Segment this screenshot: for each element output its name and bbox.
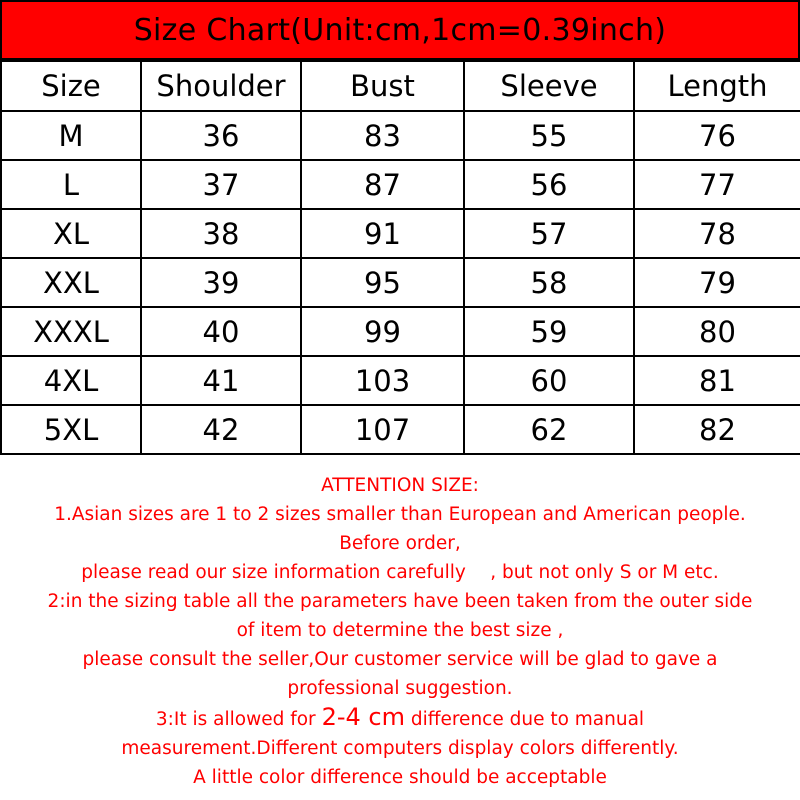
cell-shoulder: 36: [141, 111, 301, 160]
cell-length: 82: [634, 405, 800, 454]
cell-bust: 99: [301, 307, 464, 356]
cell-bust: 91: [301, 209, 464, 258]
note-line: A little color difference should be acceptable: [193, 767, 607, 788]
note-line: please read our size information carefully , but not only S or M etc.: [81, 562, 719, 583]
cell-size: M: [1, 111, 141, 160]
cell-length: 76: [634, 111, 800, 160]
size-table: [0, 60, 800, 455]
cell-length: 79: [634, 258, 800, 307]
note-line: of item to determine the best size ,: [236, 620, 564, 641]
cell-sleeve: 55: [464, 111, 634, 160]
table-header-row: [1, 61, 800, 111]
tolerance-prefix: 3:It is allowed for: [155, 709, 322, 730]
tolerance-value: 2-4 cm: [321, 703, 405, 731]
cell-size: 5XL: [1, 405, 141, 454]
cell-sleeve: 62: [464, 405, 634, 454]
note-line: please consult the seller,Our customer service will be glad to gave a: [82, 649, 718, 670]
cell-bust: 83: [301, 111, 464, 160]
cell-size: XXXL: [1, 307, 141, 356]
cell-sleeve: 57: [464, 209, 634, 258]
cell-length: 77: [634, 160, 800, 209]
table-row: [1, 356, 800, 405]
note-line: Before order,: [339, 533, 461, 554]
cell-shoulder: 40: [141, 307, 301, 356]
note-line: 1.Asian sizes are 1 to 2 sizes smaller than European and American people.: [54, 504, 746, 525]
header-size: Size: [1, 61, 141, 111]
cell-shoulder: 42: [141, 405, 301, 454]
cell-sleeve: 60: [464, 356, 634, 405]
table-row: [1, 307, 800, 356]
cell-shoulder: 41: [141, 356, 301, 405]
table-row: [1, 209, 800, 258]
cell-size: XXL: [1, 258, 141, 307]
cell-bust: 103: [301, 356, 464, 405]
cell-size: 4XL: [1, 356, 141, 405]
cell-length: 78: [634, 209, 800, 258]
header-length: Length: [634, 61, 800, 111]
cell-sleeve: 58: [464, 258, 634, 307]
attention-notes: [0, 471, 800, 800]
note-line: 2:in the sizing table all the parameters have been taken from the outer side: [47, 591, 753, 612]
cell-sleeve: 59: [464, 307, 634, 356]
cell-length: 80: [634, 307, 800, 356]
cell-shoulder: 39: [141, 258, 301, 307]
cell-length: 81: [634, 356, 800, 405]
cell-bust: 95: [301, 258, 464, 307]
note-line-tolerance: [0, 703, 800, 734]
table-row: [1, 405, 800, 454]
header-sleeve: Sleeve: [464, 61, 634, 111]
note-line: professional suggestion.: [287, 678, 513, 699]
header-shoulder: Shoulder: [141, 61, 301, 111]
tolerance-suffix: difference due to manual: [404, 709, 645, 730]
table-row: [1, 258, 800, 307]
header-bust: Bust: [301, 61, 464, 111]
page-title: Size Chart(Unit:cm,1cm=0.39inch): [133, 12, 667, 48]
table-row: [1, 111, 800, 160]
cell-shoulder: 37: [141, 160, 301, 209]
cell-size: L: [1, 160, 141, 209]
title-bar: [0, 0, 800, 60]
cell-size: XL: [1, 209, 141, 258]
cell-bust: 87: [301, 160, 464, 209]
table-row: [1, 160, 800, 209]
notes-heading: ATTENTION SIZE:: [321, 475, 479, 496]
note-line: measurement.Different computers display colors differently.: [121, 738, 679, 759]
cell-shoulder: 38: [141, 209, 301, 258]
cell-bust: 107: [301, 405, 464, 454]
cell-sleeve: 56: [464, 160, 634, 209]
